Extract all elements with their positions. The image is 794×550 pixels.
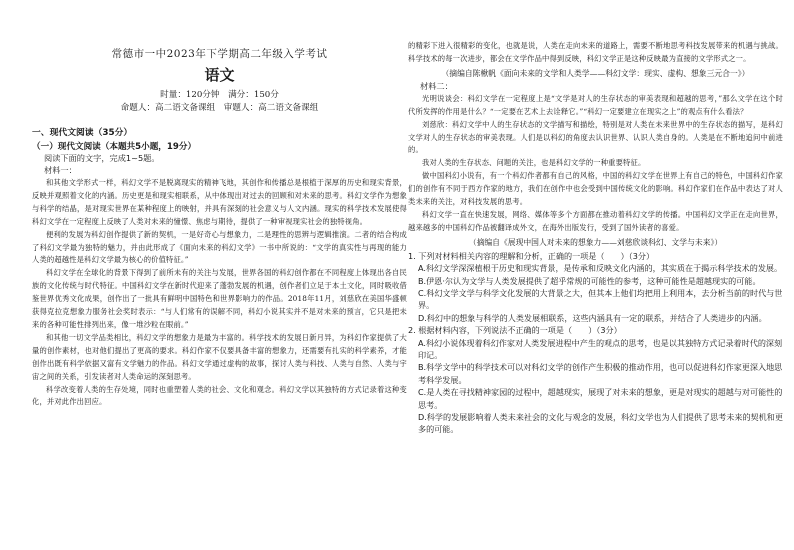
source-citation: （摘编自陈楸帆《面向未来的文学和人类学——科幻文学：现实、虚构、想象三元合一》） bbox=[441, 68, 750, 78]
question-1-option-b: B.伊恩·尔认为文学与人类发展提供了超乎常规的可能性的参考，这种可能性是超越现实的可能。 bbox=[418, 275, 761, 286]
question-2-stem: 2. 根据材料内容，下列说法不正确的一项是（ ）（3分） bbox=[408, 325, 622, 336]
question-2-option-b: B.科学文学中的科学技术可以对科幻文学的创作产生积极的推动作用，也可以促进科幻作家更深入地思考科学发展。 bbox=[418, 362, 783, 385]
material-one-label: 材料一： bbox=[44, 165, 77, 175]
paragraph: 刘慈欣：科幻文学中人的生存状态的文学描写和描绘，特别是对人类在未来世界中的生存状态的描写，是科幻文学对人的生存状态的审美表现。人们是以科幻的角度去认识世界、认识人类自身的。人类是在不断地追问中前进的。 bbox=[408, 119, 783, 155]
paragraph: 和其他文学形式一样，科幻文学不是脱离现实的精神飞地，其创作和传播总是根植于深厚的历史和现实背景，反映并观照着文化的内涵。历史更是和现实相联系，从中体现出对过去的回顾和对未来的思考。科幻文学作为想象与科学的结晶，是对现实世界在某种程度上的映射，并具有深刻的社会意义与人文内涵。现实的科学技术发展使得科幻文学在一定程度上反映了人类对未来的憧憬、焦虑与期待，提供了一种审视现实社会的独特视角。 bbox=[32, 178, 407, 226]
material-two-label: 材料二： bbox=[420, 80, 453, 91]
time-score: 时量：120分钟 满分：150分 bbox=[160, 90, 279, 100]
paragraph: 的精彩下进入很精彩的变化，也就是说，人类在走向未来的道路上，需要不断地思考科技发展带来的机遇与挑战。科学技术的每一次进步，都会在文学作品中得到反映，科幻文学正是这种反映最为直接的文学形式之一。 bbox=[408, 41, 783, 63]
subject-heading: 语文 bbox=[204, 66, 235, 84]
section-heading: 一、现代文阅读（35分） bbox=[32, 128, 133, 138]
source-citation: （摘编自《展现中国人对未来的想象力——刘慈欣谈科幻、文学与未来》） bbox=[468, 237, 723, 247]
exam-title: 常德市一中2023年下学期高二年级入学考试 bbox=[111, 48, 328, 60]
paragraph: 光明说谈会：科幻文学在一定程度上是“文学是对人的生存状态的审美表现和超越的思考，”那么文学在这个时代所发挥的作用是什么？“一定要在艺术上去诠释它。”“科幻一定要建立在现实之上”的观点有什么看法？ bbox=[408, 93, 783, 116]
question-1-option-c: C.科幻文学文学与科学文化发展的大背景之大，但其本上他们均把用上利用本，去分析当前的时代与世界。 bbox=[418, 288, 783, 311]
question-2-option-d: D.科学的发展影响着人类未来社会的文化与观念的发展，科幻文学也为人们提供了思考未来的契机和更多的可能。 bbox=[418, 412, 783, 435]
question-1-stem: 1. 下列对材料相关内容的理解和分析，正确的一项是（ ）（3分） bbox=[408, 250, 655, 261]
paragraph: 便利的发展为科幻创作提供了新的契机，一是好奇心与想象力，二是理性的思辨与逻辑推演。二者的结合构成了科幻文学最为独特的魅力，并由此形成了《面向未来的科幻文学》一书中所说的：“文学的真实性与再现的能力人类的超越性是科幻文学最为核心的价值特征。” bbox=[32, 229, 407, 265]
question-2-option-a: A.科幻小说体现着科幻作家对人类发展进程中产生的观点的思考，也是以其独特方式记录着时代的深刻印记。 bbox=[418, 337, 783, 361]
paragraph: 和其他一切文学品类相比，科幻文学的想象力是最为丰富的。科学技术的发展日新月异，为科幻作家提供了大量的创作素材，也对他们提出了更高的要求。科幻作家不仅要具备丰富的想象力，还需要有扎实的科学素养，才能创作出既有科学依据又富有文学魅力的作品。科幻文学通过虚构的故事，探讨人类与科技、人类与自然、人类与宇宙之间的关系，引发读者对人类命运的深刻思考。 bbox=[32, 332, 407, 381]
subsection-heading: （一）现代文阅读（本题共5小题，19分） bbox=[32, 142, 197, 152]
paragraph: 我对人类的生存状态、问题的关注，也是科幻文学的一种重要特征。 bbox=[422, 158, 646, 168]
paragraph: 科学改变着人类的生存处境，同时也重塑着人类的社会、文化和观念。科幻文学以其独特的方式记录着这种变化，并对此作出回应。 bbox=[32, 384, 407, 407]
paragraph: 做中国科幻小说有，有一个科幻作者都有自己的风格，中国的科幻文学在世界上有自己的特色，中国科幻作家们的创作有不同于西方作家的地方，我们在创作中也会受到中国传统文化的影响。科幻作家们在作品中表达了对人类未来的关注，对科技发展的思考。 bbox=[408, 171, 783, 207]
question-2-option-c: C.是人类在寻找精神家园的过程中，超越现实，展现了对未来的想象，更是对现实的超越与对可能性的思考。 bbox=[418, 387, 783, 410]
instruction: 阅读下面的文字，完成1~5题。 bbox=[44, 153, 160, 163]
right-column bbox=[408, 40, 783, 436]
paragraph: 科幻文学一直在快速发展，网络、媒体等多个方面都在推动着科幻文学的传播。中国科幻文学正在走向世界，越来越多的中国科幻作品被翻译成外文，在海外出版发行，受到了国外读者的喜爱。 bbox=[408, 209, 783, 232]
question-1-option-a: A.科幻文学深深植根于历史和现实背景，是传承和反映文化内涵的，其实质在于揭示科学技术的发展。 bbox=[418, 263, 783, 274]
left-column bbox=[32, 40, 407, 409]
question-1-option-d: D.科幻中的想象与科学的人类发展相联系，这些内涵具有一定的联系，并结合了人类进步的内涵。 bbox=[418, 312, 767, 323]
paragraph: 科幻文学在全球化的背景下得到了前所未有的关注与发展，世界各国的科幻创作都在不同程度上体现出各自民族的文化传统与时代特征。中国科幻文学在新时代迎来了蓬勃发展的机遇，创作者们立足于本土文化，同时吸收借鉴世界优秀文化成果，创作出了一批具有鲜明中国特色和世界影响力的作品。2018年11月，刘慈欣在美国华盛顿获得克拉克想象力服务社会奖时表示：“与人们常有的误解不同，科幻小说其实并不是对未来的预言，它只是把未来的各种可能性排列出来，像一堆沙粒在眼前。” bbox=[32, 268, 407, 329]
authors-line: 命题人：高二语文备课组 审题人：高二语文备课组 bbox=[120, 103, 319, 113]
